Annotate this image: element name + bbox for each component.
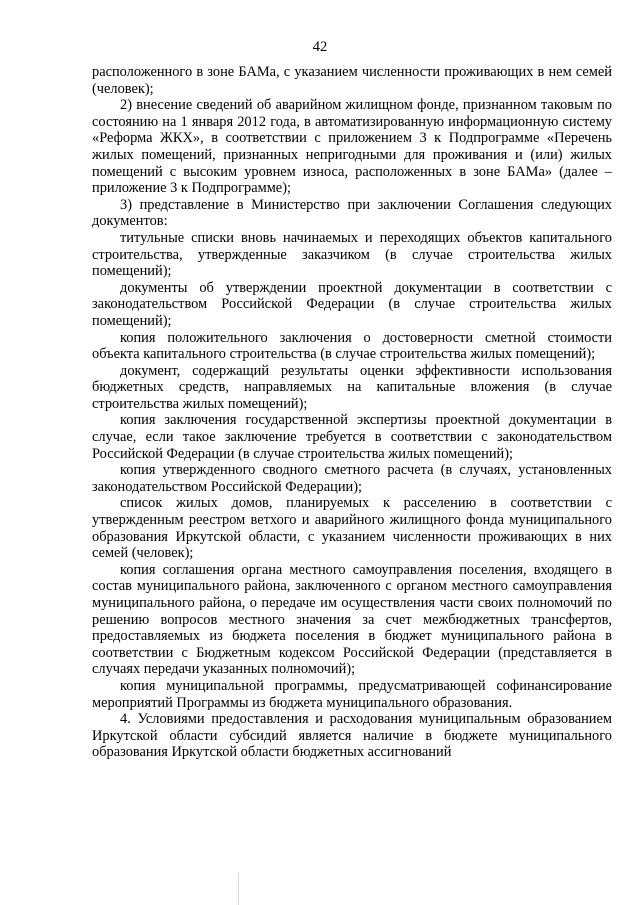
paragraph: копия муниципальной программы, предусматривающей софинансирование мероприятий Программы из бюджета муниципального образования.: [92, 677, 612, 711]
paragraph: копия положительного заключения о достоверности сметной стоимости объекта капитального строительства (в случае строительства жилых помещений);: [92, 329, 612, 363]
paragraph: копия соглашения органа местного самоуправления поселения, входящего в состав муниципального района, заключенного с органом местного самоуправления муниципального района, о передаче им осуществления части своих полномочий по решению вопросов местного значения за счет межбюджетных трансфертов, предоставляемых из бюджета поселения в бюджет муниципального района в соответствии с Бюджетным кодексом Российской Федерации (представляется в случаях передачи указанных полномочий);: [92, 561, 612, 678]
page-number: 42: [312, 39, 328, 55]
paragraph: документ, содержащий результаты оценки эффективности использования бюджетных средств, направляемых на капитальные вложения (в случае строительства жилых помещений);: [92, 362, 612, 412]
paragraph: список жилых домов, планируемых к расселению в соответствии с утвержденным реестром ветхого и аварийного жилищного фонда муниципального образования Иркутской области, с указанием численности проживающих в них семей (человек);: [92, 495, 612, 562]
paragraph: 3) представление в Министерство при заключении Соглашения следующих документов:: [92, 196, 612, 230]
paragraph: титульные списки вновь начинаемых и переходящих объектов капитального строительства, утвержденные заказчиком (в случае строительства жилых помещений);: [92, 229, 612, 280]
scan-artifact-line: [238, 873, 239, 905]
paragraph: копия заключения государственной экспертизы проектной документации в случае, если такое заключение требуется в соответствии с законодательством Российской Федерации (в случае строительства жилых помещений);: [92, 412, 612, 462]
paragraph: документы об утверждении проектной документации в соответствии с законодательством Российской Федерации (в случае строительства жилых помещений);: [92, 279, 612, 329]
document-body: [92, 64, 612, 761]
paragraph: 2) внесение сведений об аварийном жилищном фонде, признанном таковым по состоянию на 1 января 2012 года, в автоматизированную информационную систему «Реформа ЖКХ», в соответствии с приложением 3 к Подпрограмме «Перечень жилых помещений, признанных непригодными для проживания и (или) жилых помещений с высоким уровнем износа, расположенных в зоне БАМа» (далее – приложение 3 к Подпрограмме);: [92, 97, 612, 197]
paragraph: 4. Условиями предоставления и расходования муниципальным образованием Иркутской области субсидий является наличие в бюджете муниципального образования Иркутской области бюджетных ассигнований: [92, 711, 612, 761]
paragraph: расположенного в зоне БАМа, с указанием численности проживающих в нем семей (человек);: [92, 64, 612, 97]
paragraph: копия утвержденного сводного сметного расчета (в случаях, установленных законодательством Российской Федерации);: [92, 462, 612, 495]
